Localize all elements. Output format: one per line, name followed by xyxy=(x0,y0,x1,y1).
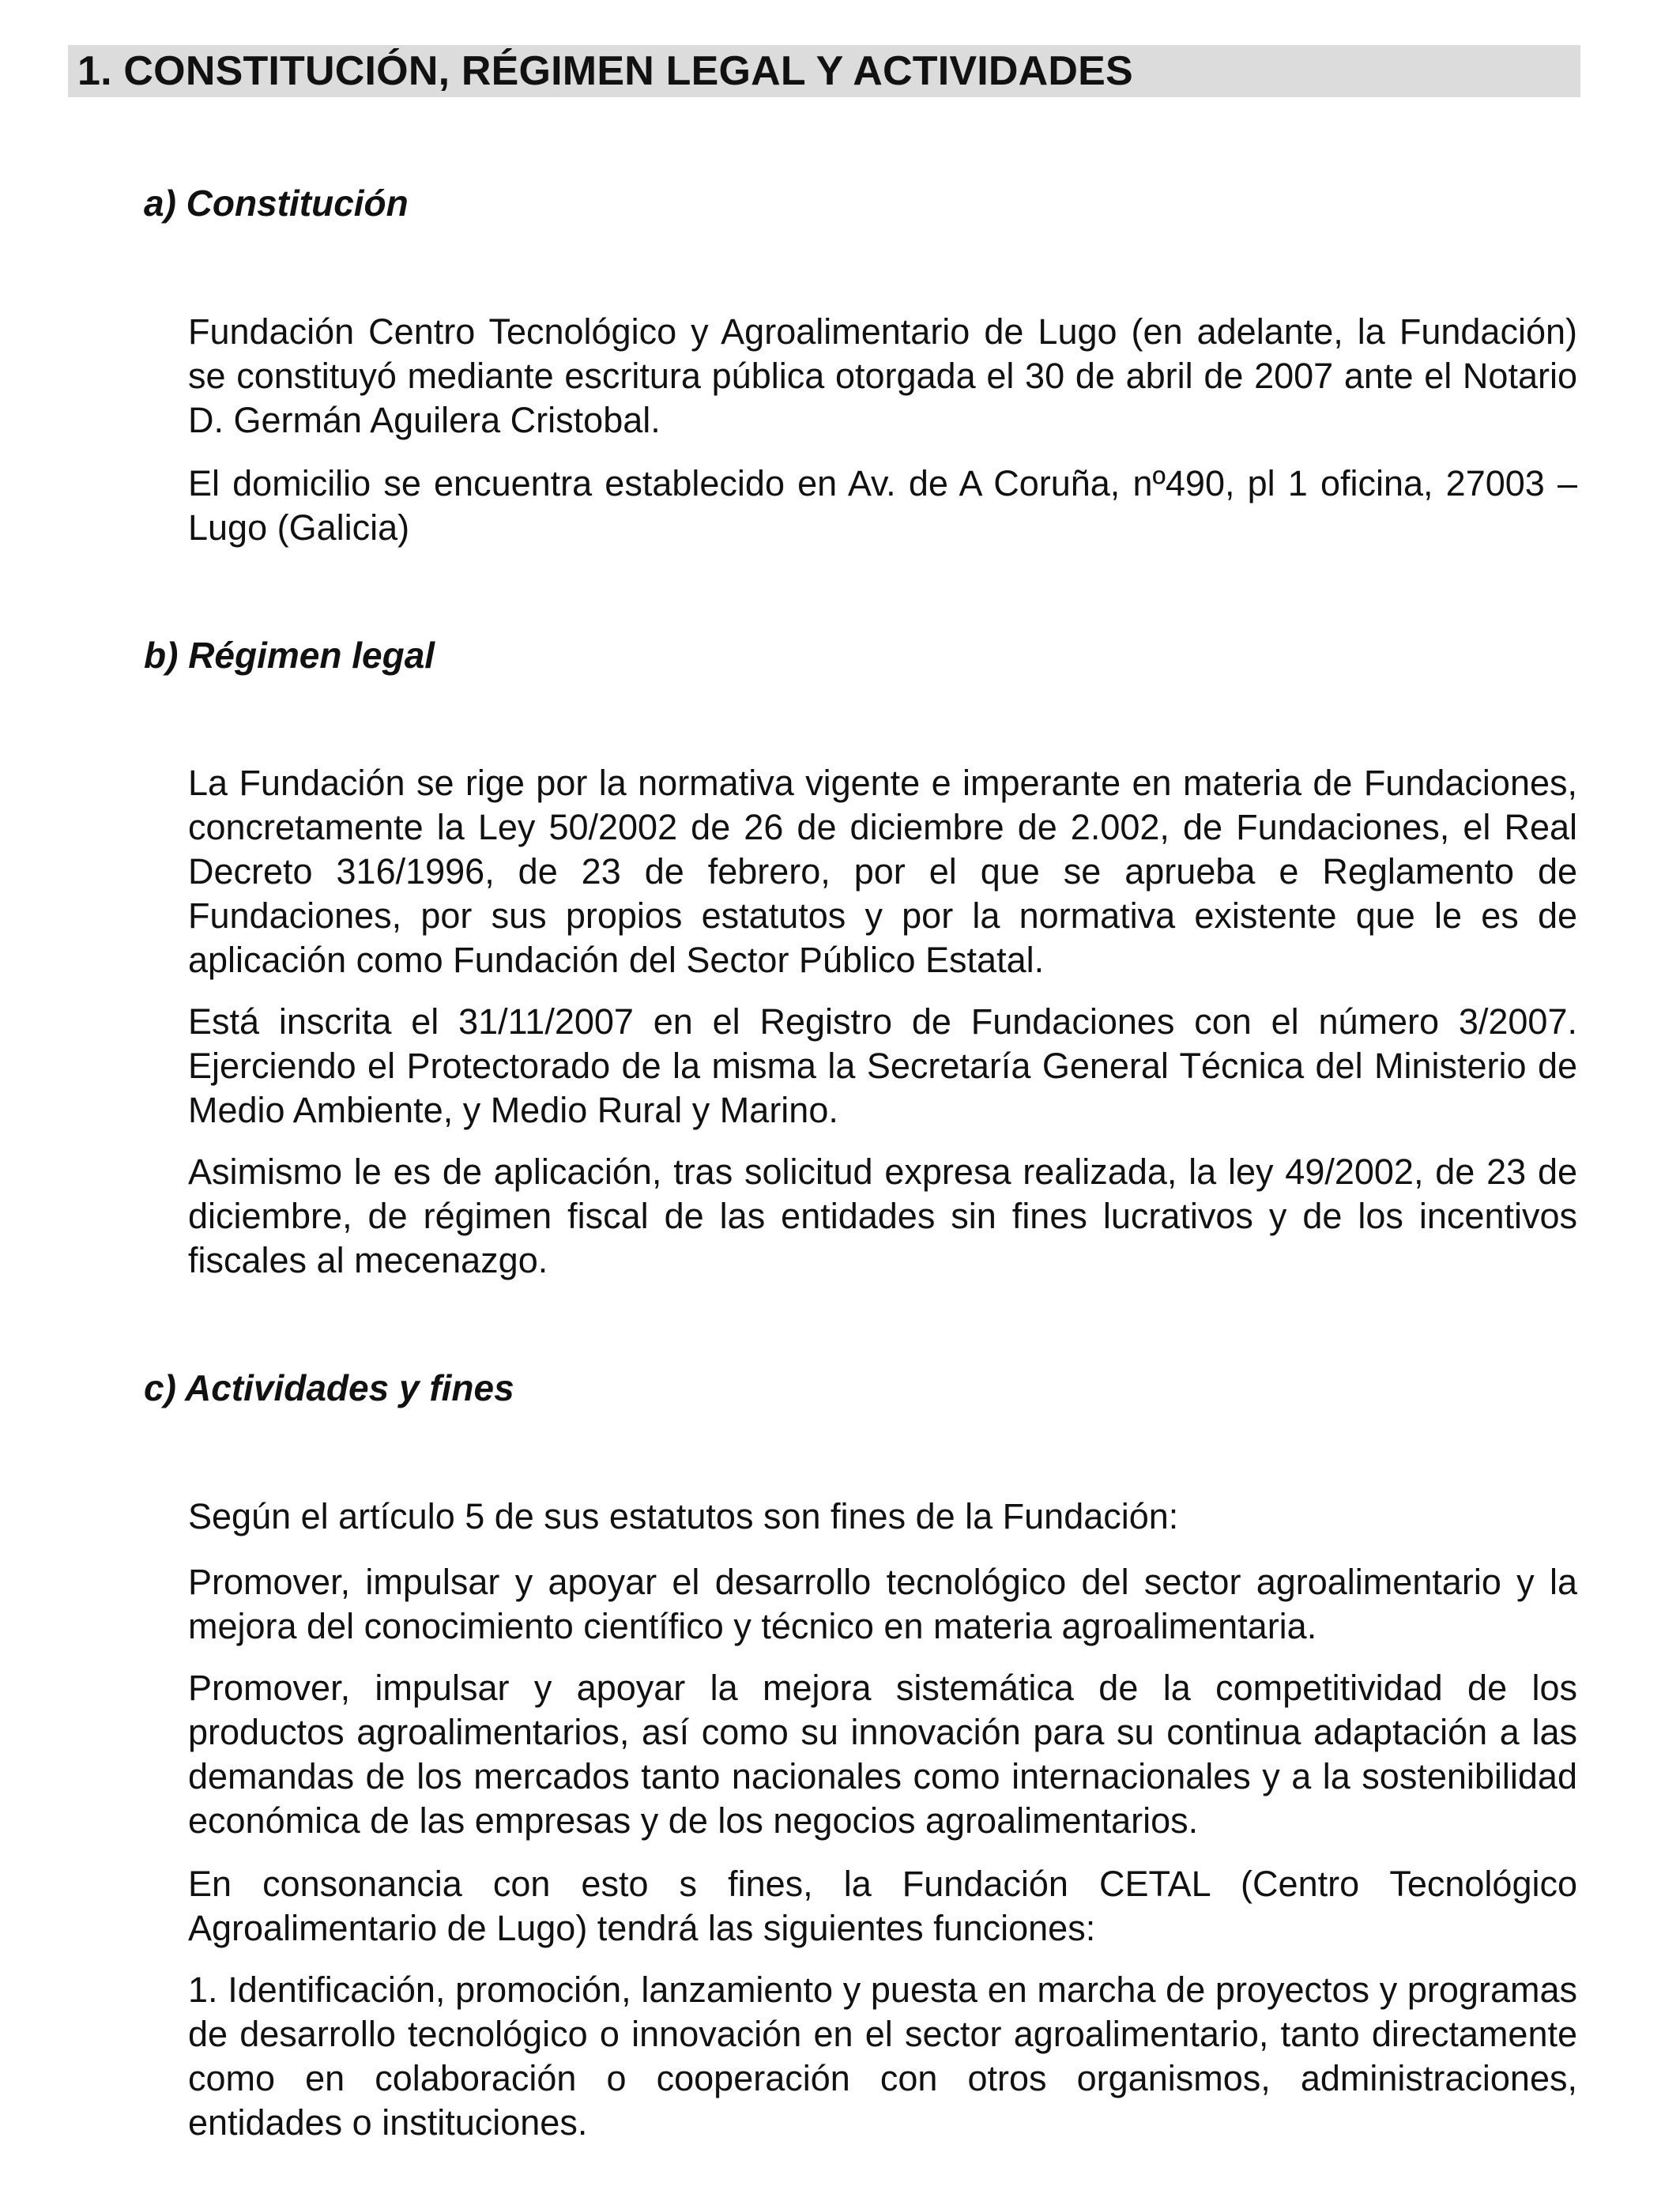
subheading-regimen-legal: b) Régimen legal xyxy=(144,635,435,676)
paragraph-registro: Está inscrita el 31/11/2007 en el Registro de Fundaciones con el número 3/2007. Ejerciendo el Protectorado de la misma la Secretaría General Técnica del Ministerio de Medio Ambiente, y Medio Rural y Marino. xyxy=(188,1001,1577,1130)
paragraph-fin-2: Promover, impulsar y apoyar la mejora sistemática de la competitividad de los productos agroalimentarios, así como su innovación para su continua adaptación a las demandas de los mercados tanto nacionales como internacionales y a la sostenibilidad económica de las empresas y de los negocios agroalimentarios. xyxy=(188,1668,1577,1841)
paragraph-funcion-1: 1. Identificación, promoción, lanzamiento y puesta en marcha de proyectos y programas de desarrollo tecnológico o innovación en el sector agroalimentario, tanto directamente como en colaboración o cooperación con otros organismos, administraciones, entidades o instituciones. xyxy=(188,1970,1577,2143)
section-title: 1. CONSTITUCIÓN, RÉGIMEN LEGAL Y ACTIVIDADES xyxy=(68,45,1580,97)
paragraph-fin-1: Promover, impulsar y apoyar el desarrollo tecnológico del sector agroalimentario y la mejora del conocimiento científico y técnico en materia agroalimentaria. xyxy=(188,1562,1577,1646)
paragraph-constitucion-1: Fundación Centro Tecnológico y Agroalimentario de Lugo (en adelante, la Fundación) se constituyó mediante escritura pública otorgada el 30 de abril de 2007 ante el Notario D. Germán Aguilera Cristobal. xyxy=(188,311,1577,440)
paragraph-fines-intro: Según el artículo 5 de sus estatutos son fines de la Fundación: xyxy=(188,1496,1179,1536)
subheading-constitucion: a) Constitución xyxy=(144,183,409,224)
paragraph-regimen-fiscal: Asimismo le es de aplicación, tras solicitud expresa realizada, la ley 49/2002, de 23 de diciembre, de régimen fiscal de las entidades sin fines lucrativos y de los incentivos fiscales al mecenazgo. xyxy=(188,1152,1577,1280)
subheading-actividades: c) Actividades y fines xyxy=(144,1367,514,1408)
paragraph-domicilio: El domicilio se encuentra establecido en Av. de A Coruña, nº490, pl 1 oficina, 27003 – Lugo (Galicia) xyxy=(188,463,1577,548)
paragraph-regimen-1: La Fundación se rige por la normativa vigente e imperante en materia de Fundaciones, concretamente la Ley 50/2002 de 26 de diciembre de 2.002, de Fundaciones, el Real Decreto 316/1996, de 23 de febrero, por el que se aprueba e Reglamento de Fundaciones, por sus propios estatutos y por la normativa existente que le es de aplicación como Fundación del Sector Público Estatal. xyxy=(188,763,1577,980)
paragraph-funciones-intro: En consonancia con esto s fines, la Fundación CETAL (Centro Tecnológico Agroalimentario de Lugo) tendrá las siguientes funciones: xyxy=(188,1864,1577,1948)
